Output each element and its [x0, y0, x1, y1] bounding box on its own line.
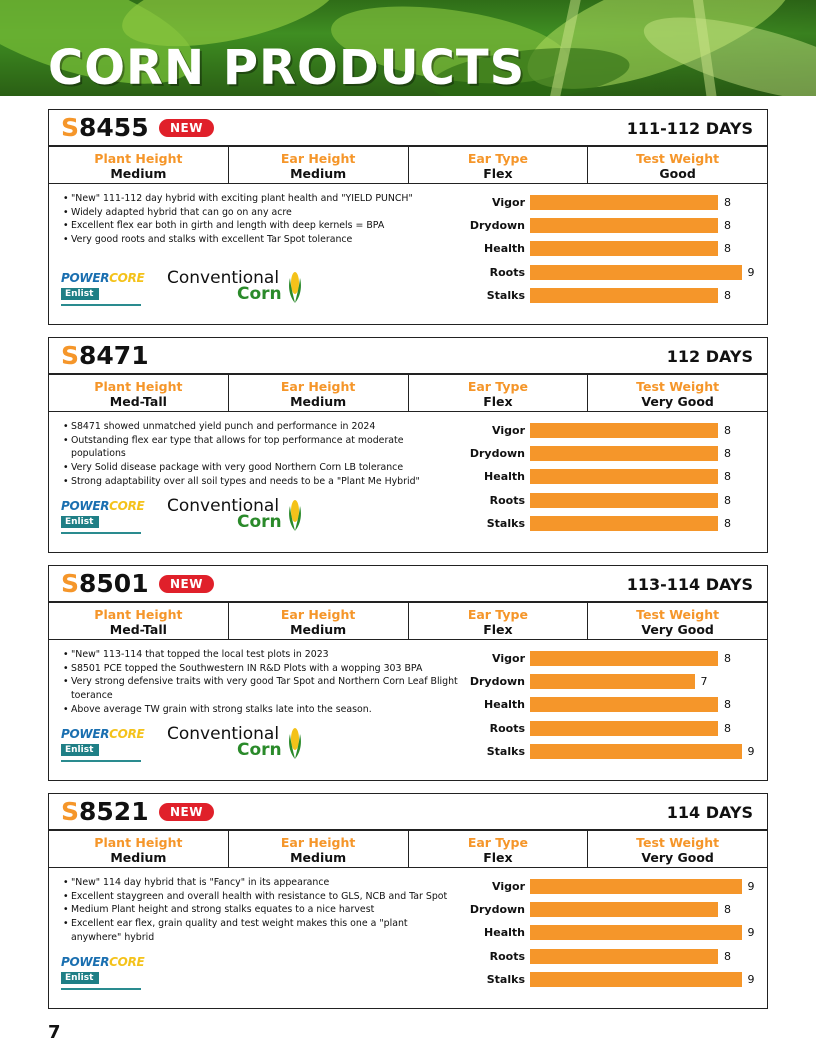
rating-value: 8 [724, 903, 731, 916]
corn-text: Corn [237, 740, 282, 760]
spec-value: Flex [483, 850, 513, 865]
product-header [49, 110, 767, 147]
corn-text: Corn [237, 284, 282, 304]
rating-bar [530, 423, 718, 438]
product-header [49, 566, 767, 603]
product-header [49, 338, 767, 375]
rating-bar [530, 516, 718, 531]
spec-label: Plant Height [94, 835, 183, 850]
powercore-word-b: CORE [109, 727, 145, 741]
rating-value: 8 [724, 494, 731, 507]
spec-cell [588, 375, 767, 411]
spec-label: Test Weight [636, 607, 720, 622]
rating-label: Health [484, 698, 525, 711]
product-prefix: S [61, 113, 80, 142]
rating-value: 9 [747, 973, 755, 986]
feature-item: • Widely adapted hybrid that can go on any acre [63, 206, 458, 220]
specs-row [49, 147, 767, 184]
spec-label: Ear Type [467, 607, 528, 622]
spec-cell [229, 831, 409, 867]
spec-cell [49, 603, 229, 639]
feature-item: • "New" 113-114 that topped the local test plots in 2023 [63, 648, 458, 662]
rating-value: 8 [724, 722, 731, 735]
product-number: 8471 [79, 341, 149, 370]
feature-item: • "New" 114 day hybrid that is "Fancy" in its appearance [63, 876, 458, 890]
feature-item: • S8501 PCE topped the Southwestern IN R&D Plots with a wopping 303 BPA [63, 662, 458, 676]
spec-cell [588, 147, 767, 183]
rating-value: 9 [747, 745, 755, 758]
rating-value: 7 [700, 675, 708, 688]
rating-label: Stalks [486, 517, 525, 530]
product-name [61, 797, 149, 827]
powercore-word-b: CORE [109, 955, 145, 969]
spec-cell [409, 147, 589, 183]
maturity-days: 111-112 DAYS [626, 119, 753, 138]
rating-bar [530, 972, 742, 987]
spec-cell [588, 831, 767, 867]
spec-value: Good [659, 166, 696, 181]
rating-bar [530, 925, 742, 940]
feature-item: • Excellent ear flex, grain quality and test weight makes this one a "plant anywhere" hybrid [63, 917, 458, 944]
rating-value: 8 [724, 470, 731, 483]
specs-row [49, 603, 767, 640]
product-prefix: S [61, 341, 80, 370]
rating-label: Drydown [469, 675, 525, 688]
powercore-word-a: POWER [61, 499, 110, 513]
rating-value: 8 [724, 219, 731, 232]
conventional-text: Conventional [167, 268, 280, 288]
feature-item: • Medium Plant height and strong stalks equates to a nice harvest [63, 903, 458, 917]
rating-bars [49, 412, 769, 550]
rating-label: Health [484, 470, 525, 483]
page-number: 7 [48, 1022, 61, 1043]
rating-bar [530, 721, 718, 736]
product-name [61, 341, 149, 371]
powercore-word-b: CORE [109, 499, 145, 513]
powercore-word-b: CORE [109, 271, 145, 285]
product-prefix: S [61, 569, 80, 598]
spec-cell [49, 147, 229, 183]
rating-value: 8 [724, 652, 731, 665]
product-body [49, 868, 767, 1006]
feature-item: • Excellent staygreen and overall health with resistance to GLS, NCB and Tar Spot [63, 890, 458, 904]
spec-cell [409, 603, 589, 639]
spec-cell [49, 831, 229, 867]
product-prefix: S [61, 797, 80, 826]
rating-value: 9 [747, 880, 755, 893]
powercore-word-a: POWER [61, 727, 110, 741]
rating-value: 8 [724, 424, 731, 437]
rating-label: Health [484, 926, 525, 939]
spec-label: Test Weight [636, 151, 720, 166]
rating-bar [530, 493, 718, 508]
rating-bar [530, 195, 718, 210]
spec-cell [229, 147, 409, 183]
rating-label: Stalks [486, 745, 525, 758]
powercore-word-a: POWER [61, 955, 110, 969]
spec-value: Medium [290, 622, 347, 637]
feature-item: • "New" 111-112 day hybrid with exciting plant health and "YIELD PUNCH" [63, 192, 458, 206]
rating-bar [530, 902, 718, 917]
rating-bar [530, 218, 718, 233]
product-number: 8501 [79, 569, 149, 598]
spec-cell [229, 603, 409, 639]
product-body [49, 640, 767, 778]
spec-label: Plant Height [94, 607, 183, 622]
specs-row [49, 831, 767, 868]
spec-value: Medium [290, 850, 347, 865]
powercore-word-a: POWER [61, 271, 110, 285]
rating-bar [530, 651, 718, 666]
rating-bar [530, 879, 742, 894]
spec-value: Very Good [641, 622, 714, 637]
spec-value: Medium [290, 394, 347, 409]
conventional-text: Conventional [167, 496, 280, 516]
rating-label: Vigor [492, 424, 525, 437]
enlist-label: Enlist [61, 972, 99, 984]
rating-label: Vigor [492, 196, 525, 209]
rating-value: 8 [724, 447, 731, 460]
spec-cell [409, 831, 589, 867]
rating-label: Drydown [469, 447, 525, 460]
rating-label: Vigor [492, 880, 525, 893]
spec-cell [229, 375, 409, 411]
new-badge: NEW [159, 803, 214, 821]
conventional-text: Conventional [167, 724, 280, 744]
rating-bar [530, 288, 718, 303]
spec-cell [588, 603, 767, 639]
spec-value: Flex [483, 622, 513, 637]
product-card [48, 337, 768, 553]
rating-value: 9 [747, 926, 755, 939]
specs-row [49, 375, 767, 412]
feature-item: • S8471 showed unmatched yield punch and performance in 2024 [63, 420, 458, 434]
spec-label: Plant Height [94, 379, 183, 394]
spec-label: Test Weight [636, 379, 720, 394]
rating-bar [530, 949, 718, 964]
maturity-days: 113-114 DAYS [626, 575, 753, 594]
rating-label: Drydown [469, 219, 525, 232]
spec-value: Medium [290, 166, 347, 181]
rating-label: Stalks [486, 973, 525, 986]
rating-bar [530, 674, 695, 689]
product-body [49, 412, 767, 550]
product-header [49, 794, 767, 831]
feature-item: • Above average TW grain with strong stalks late into the season. [63, 703, 458, 717]
spec-label: Plant Height [94, 151, 183, 166]
rating-bar [530, 744, 742, 759]
spec-label: Ear Height [280, 379, 356, 394]
rating-bars [49, 184, 769, 322]
rating-label: Roots [489, 266, 525, 279]
spec-label: Ear Height [280, 835, 356, 850]
spec-value: Very Good [641, 394, 714, 409]
maturity-days: 112 DAYS [666, 347, 753, 366]
spec-cell [409, 375, 589, 411]
product-name [61, 113, 149, 143]
page-title: CORN PRODUCTS [48, 40, 526, 96]
rating-bar [530, 241, 718, 256]
rating-value: 8 [724, 196, 731, 209]
rating-bar [530, 446, 718, 461]
feature-item: • Outstanding flex ear type that allows for top performance at moderate populations [63, 434, 458, 461]
feature-item: • Excellent flex ear both in girth and length with deep kernels = BPA [63, 219, 458, 233]
product-body [49, 184, 767, 322]
product-card [48, 109, 768, 325]
spec-value: Very Good [641, 850, 714, 865]
product-number: 8455 [79, 113, 149, 142]
spec-label: Ear Height [280, 607, 356, 622]
spec-cell [49, 375, 229, 411]
rating-value: 8 [724, 289, 731, 302]
rating-value: 8 [724, 517, 731, 530]
rating-label: Drydown [469, 903, 525, 916]
rating-label: Health [484, 242, 525, 255]
spec-label: Ear Type [467, 379, 528, 394]
enlist-label: Enlist [61, 744, 99, 756]
rating-value: 8 [724, 950, 731, 963]
feature-item: • Strong adaptability over all soil types and needs to be a "Plant Me Hybrid" [63, 475, 458, 489]
spec-value: Med-Tall [109, 622, 167, 637]
corn-text: Corn [237, 512, 282, 532]
rating-bar [530, 469, 718, 484]
new-badge: NEW [159, 119, 214, 137]
spec-label: Test Weight [636, 835, 720, 850]
rating-value: 8 [724, 242, 731, 255]
spec-label: Ear Height [280, 151, 356, 166]
rating-value: 9 [747, 266, 755, 279]
rating-label: Roots [489, 494, 525, 507]
rating-bars [49, 640, 769, 778]
spec-value: Flex [483, 394, 513, 409]
product-name [61, 569, 149, 599]
spec-label: Ear Type [467, 151, 528, 166]
rating-value: 8 [724, 698, 731, 711]
rating-label: Stalks [486, 289, 525, 302]
product-card [48, 793, 768, 1009]
spec-value: Medium [110, 166, 167, 181]
feature-item: • Very good roots and stalks with excellent Tar Spot tolerance [63, 233, 458, 247]
product-number: 8521 [79, 797, 149, 826]
feature-item: • Very Solid disease package with very good Northern Corn LB tolerance [63, 461, 458, 475]
enlist-label: Enlist [61, 516, 99, 528]
maturity-days: 114 DAYS [666, 803, 753, 822]
rating-label: Roots [489, 950, 525, 963]
enlist-label: Enlist [61, 288, 99, 300]
spec-value: Flex [483, 166, 513, 181]
product-card [48, 565, 768, 781]
new-badge: NEW [159, 575, 214, 593]
rating-bar [530, 697, 718, 712]
hero-banner [0, 0, 816, 96]
spec-label: Ear Type [467, 835, 528, 850]
rating-label: Roots [489, 722, 525, 735]
feature-item: • Very strong defensive traits with very good Tar Spot and Northern Corn Leaf Blight toerance [63, 675, 458, 702]
rating-bars [49, 868, 769, 1006]
spec-value: Med-Tall [109, 394, 167, 409]
rating-label: Vigor [492, 652, 525, 665]
rating-bar [530, 265, 742, 280]
spec-value: Medium [110, 850, 167, 865]
